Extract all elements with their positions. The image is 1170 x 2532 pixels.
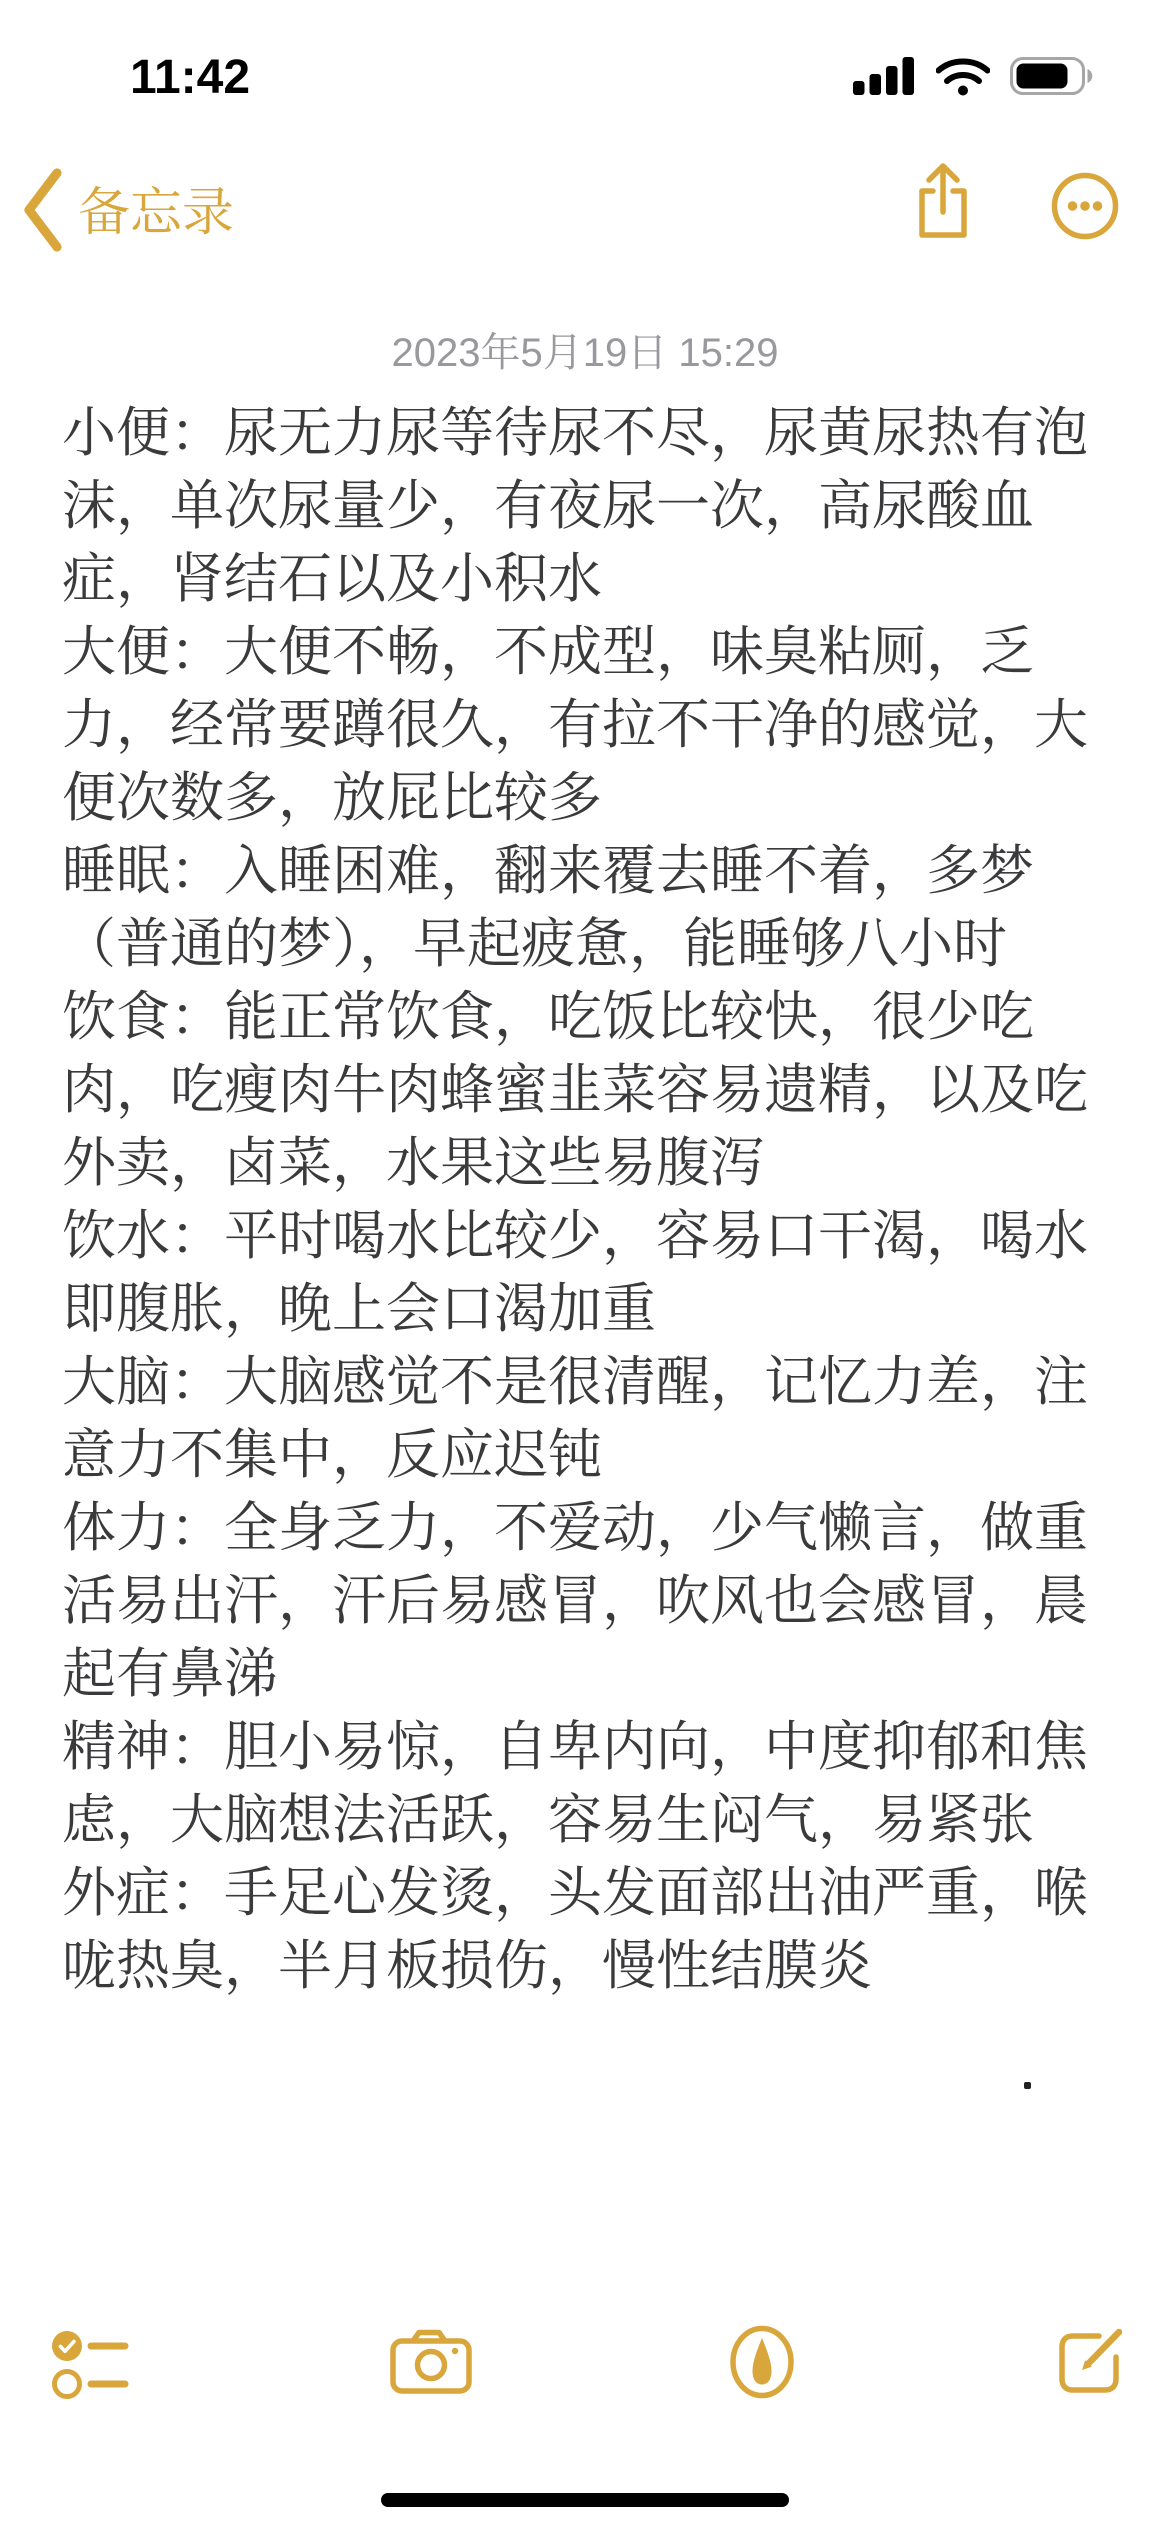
checklist-icon (52, 2386, 130, 2403)
note-paragraph: 小便：尿无力尿等待尿不尽，尿黄尿热有泡沫，单次尿量少，有夜尿一次，高尿酸血症，肾结石以及小积水 (62, 403, 1088, 609)
checklist-button[interactable] (52, 2331, 130, 2404)
note-paragraph: 外症：手足心发烫，头发面部出油严重，喉咙热臭，半月板损伤，慢性结膜炎 (62, 1863, 1088, 1996)
compose-icon (1056, 2383, 1126, 2400)
ellipsis-circle-icon (1051, 227, 1119, 244)
note-paragraph: 大便：大便不畅，不成型，味臭粘厕，乏力，经常要蹲很久，有拉不干净的感觉，大便次数多，放屁比较多 (62, 622, 1088, 828)
note-paragraph: 睡眠：入睡困难，翻来覆去睡不着，多梦（普通的梦），早起疲惫，能睡够八小时 (62, 841, 1034, 974)
back-button[interactable] (22, 168, 234, 256)
cellular-signal-icon (853, 57, 917, 95)
note-paragraph: 大脑：大脑感觉不是很清醒，记忆力差，注意力不集中，反应迟钝 (62, 1352, 1088, 1485)
note-text-area[interactable] (62, 397, 1092, 2003)
camera-button[interactable] (390, 2329, 472, 2400)
camera-icon (390, 2382, 472, 2399)
share-icon (912, 229, 974, 246)
more-options-button[interactable] (1051, 172, 1119, 245)
status-bar-time: 11:42 (129, 51, 251, 104)
battery-icon (1010, 57, 1094, 95)
note-timestamp: 2023年5月19日 15:29 (391, 331, 779, 375)
markup-pen-icon (729, 2386, 795, 2403)
markup-button[interactable] (729, 2325, 795, 2404)
compose-button[interactable] (1056, 2326, 1126, 2401)
stray-dot-mark (1024, 2082, 1031, 2089)
note-paragraph: 饮食：能正常饮食，吃饭比较快，很少吃肉，吃瘦肉牛肉蜂蜜韭菜容易遗精，以及吃外卖，卤菜，水果这些易腹泻 (62, 987, 1088, 1193)
note-paragraph: 体力：全身乏力，不爱动，少气懒言，做重活易出汗，汗后易感冒，吹风也会感冒，晨起有鼻涕 (62, 1498, 1088, 1704)
back-button-label: 备忘录 (78, 184, 235, 242)
share-button[interactable] (912, 160, 974, 247)
home-indicator[interactable] (381, 2493, 789, 2507)
note-paragraph: 饮水：平时喝水比较少，容易口干渴，喝水即腹胀，晚上会口渴加重 (62, 1206, 1088, 1339)
chevron-left-icon (22, 168, 62, 257)
note-paragraph: 精神：胆小易惊，自卑内向，中度抑郁和焦虑，大脑想法活跃，容易生闷气，易紧张 (62, 1717, 1088, 1850)
wifi-icon (936, 58, 990, 96)
